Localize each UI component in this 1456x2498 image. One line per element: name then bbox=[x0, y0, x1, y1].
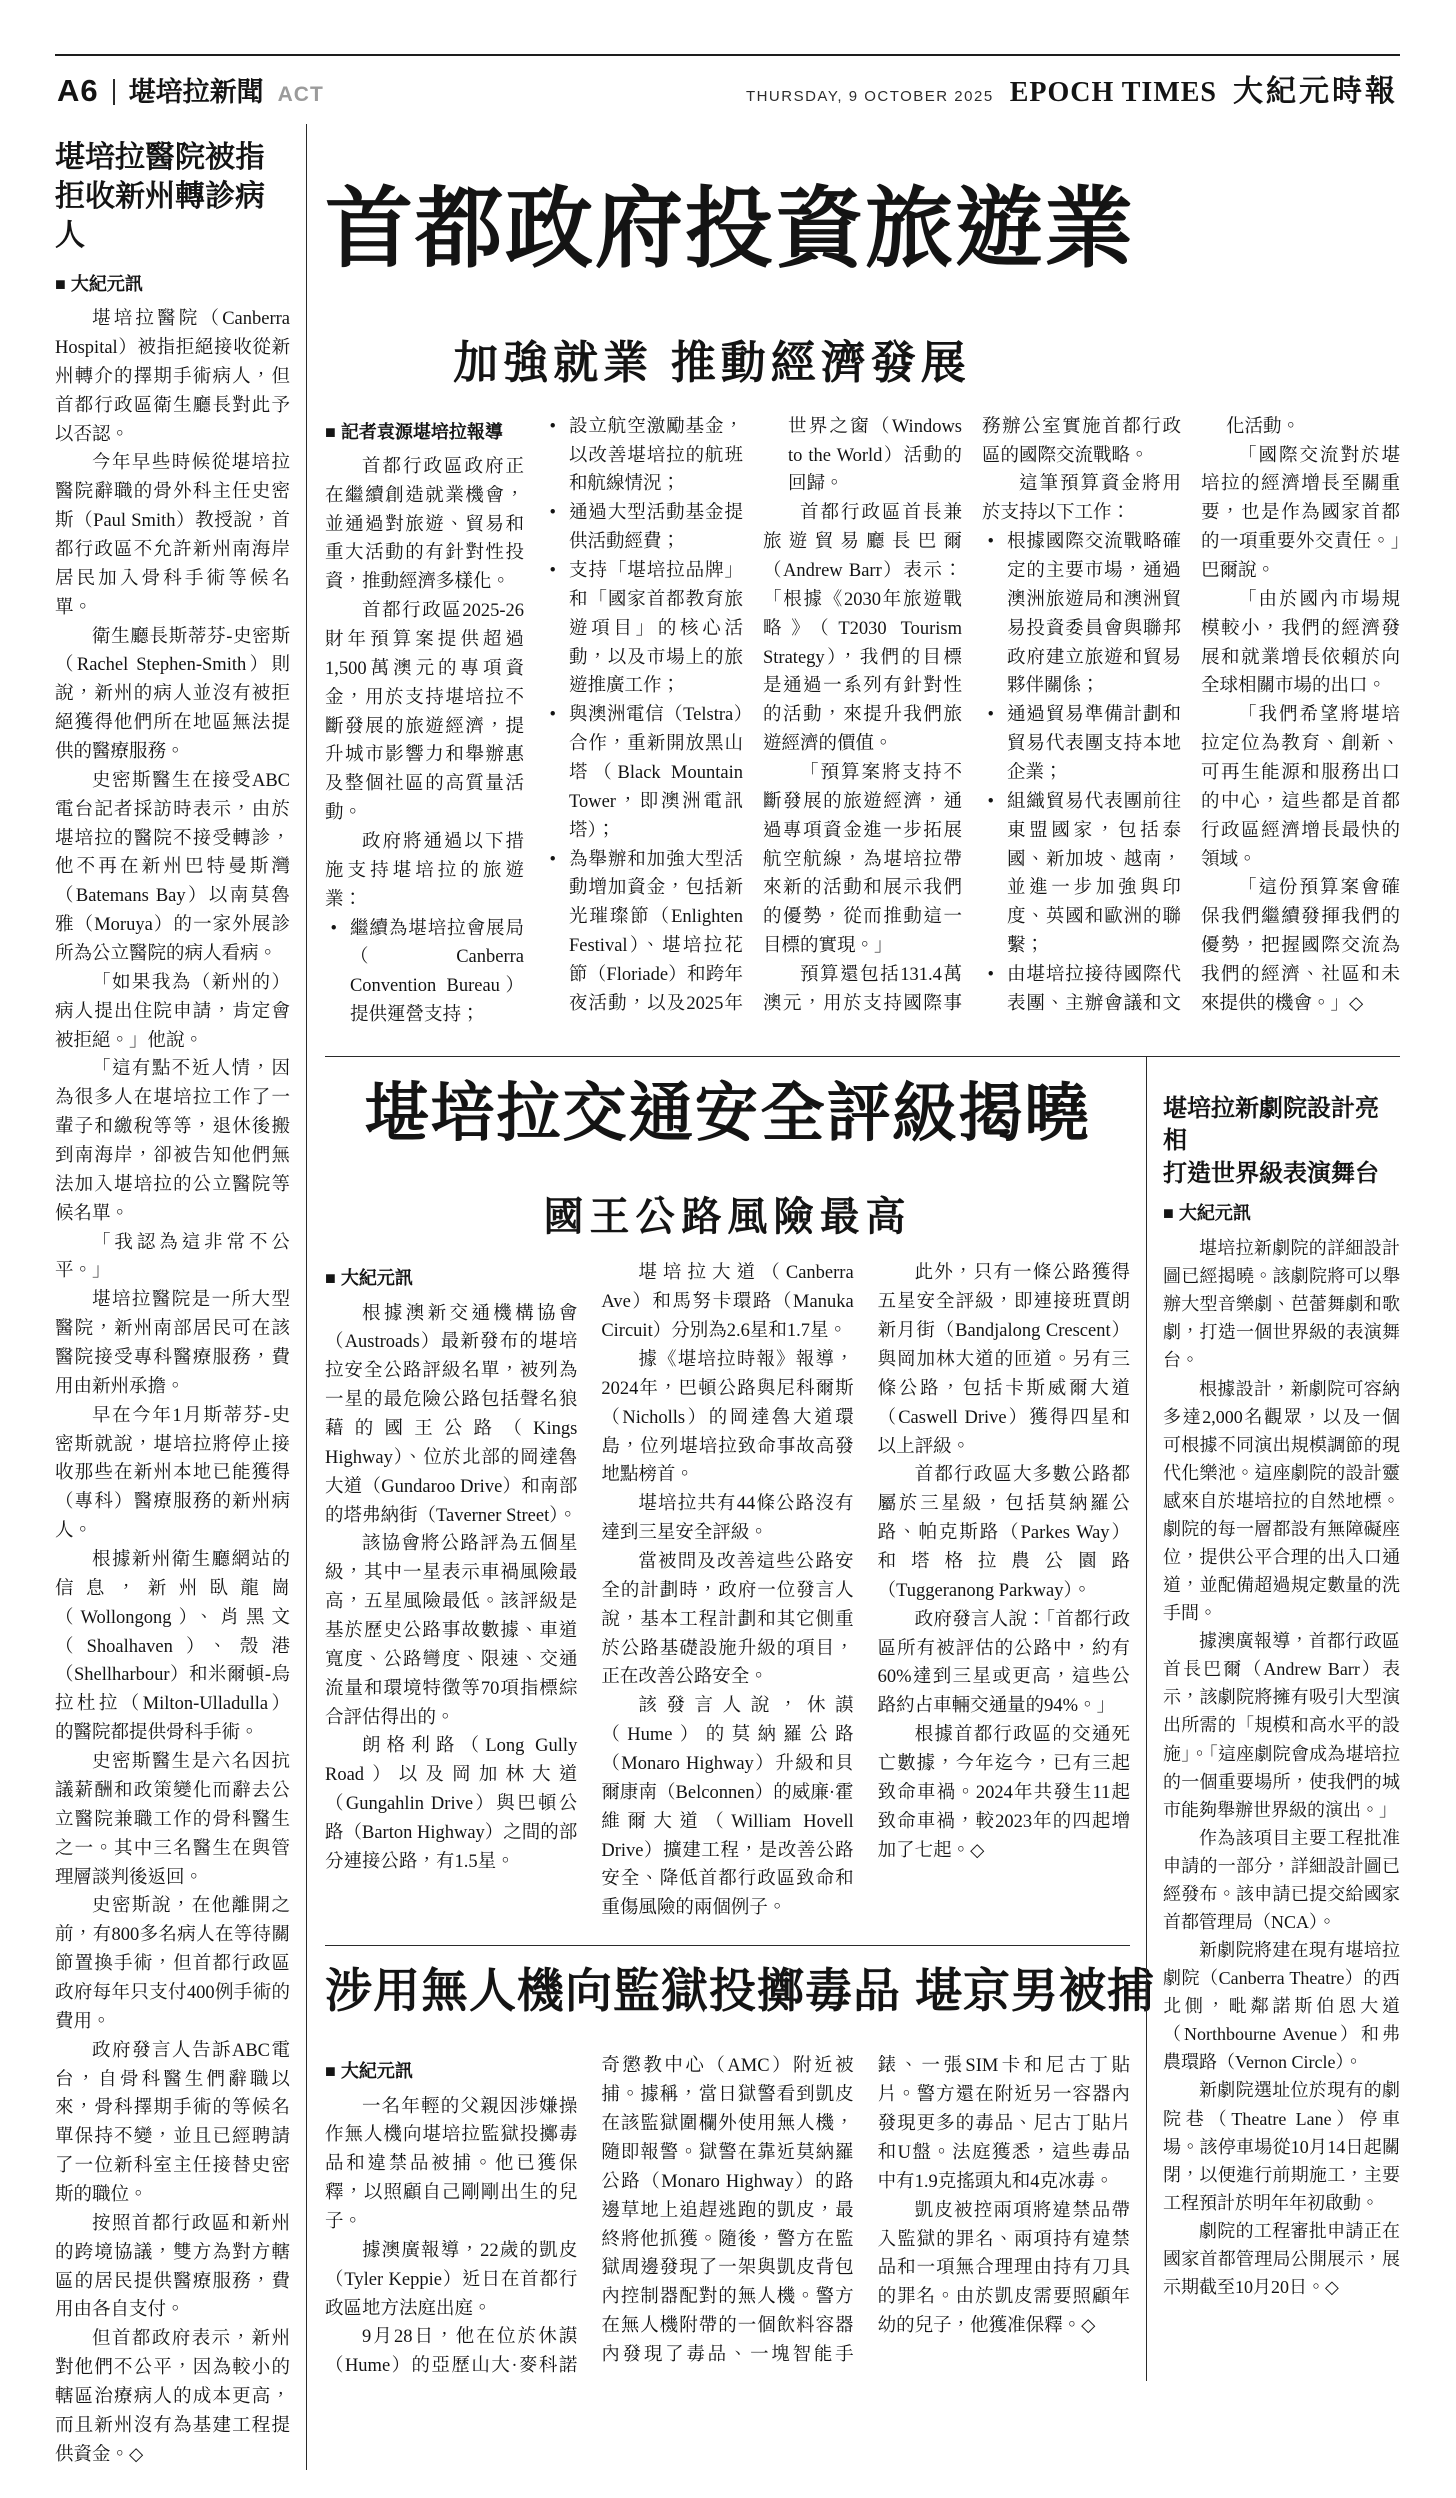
paragraph: 堪培拉醫院（Canberra Hospital）被指拒絕接收從新州轉介的擇期手術病人，但首都行政區衛生廳長對此予以否認。 bbox=[55, 309, 290, 445]
header-left bbox=[57, 70, 324, 109]
paragraph: 早在今年1月斯蒂芬-史密斯就說，堪培拉將停止接收那些在新州本地已能獲得（專科）醫療服務的新州病人。 bbox=[55, 1405, 290, 1542]
paragraph: 堪培拉共有44條公路沒有達到三星安全評級。 bbox=[601, 1494, 854, 1544]
paragraph: 「我認為這非常不公平。」 bbox=[55, 1232, 290, 1282]
paragraph: 政府發言人告訴ABC電台，自骨科醫生們辭職以來，骨科擇期手術的等候名單保持不變，並且已經聘請了一位新科室主任接替史密斯的職位。 bbox=[55, 2040, 290, 2205]
paragraph: 該協會將公路評為五個星級，其中一星表示車禍風險最高，五星風險最低。該評級是基於歷史公路事故數據、車道寬度、公路彎度、限速、交通流量和環境特徵等70項指標綜合評估得出的。 bbox=[325, 1534, 578, 1728]
paragraph: 政府將通過以下措施支持堪培拉的旅遊業： bbox=[325, 831, 524, 910]
article-traffic-headline: 堪培拉交通安全評級揭曉 bbox=[364, 1076, 1091, 1149]
article-hospital-byline: ■ 大紀元訊 bbox=[55, 274, 143, 294]
paragraph: 據《堪培拉時報》報導，2024年，巴頓公路與尼科爾斯（Nicholls）的岡達魯大道環島，位列堪培拉致命事故高發地點榜首。 bbox=[601, 1350, 854, 1486]
bullet-item: • 支持「堪培拉品牌」和「國家首都教育旅遊項目」的核心活動，以及市場上的旅遊推廣工作； bbox=[544, 557, 743, 701]
paragraph: 劇院的工程審批申請正在國家首都管理局公開展示，展示期截至10月20日。◇ bbox=[1163, 2220, 1400, 2298]
paragraph: 首都行政區政府正在繼續創造就業機會，並通過對旅遊、貿易和重大活動的有針對性投資，推動經濟多樣化。 bbox=[325, 456, 524, 593]
article-traffic-byline: ■ 大紀元訊 bbox=[325, 1268, 413, 1289]
paragraph: 根據首都行政區的交通死亡數據，今年迄今，已有三起致命車禍。2024年共發生11起致命車禍，較2023年的四起增加了七起。◇ bbox=[877, 1725, 1130, 1861]
paragraph: 一名年輕的父親因涉嫌操作無人機向堪培拉監獄投擲毒品和違禁品被捕。他已獲保釋，以照顧自己剛剛出生的兒子。 bbox=[325, 2096, 578, 2232]
article-tourism-subheadline: 加強就業 推動經濟發展 bbox=[453, 336, 971, 388]
article-traffic-paragraphs bbox=[325, 1259, 1130, 1923]
article-theatre-title bbox=[1163, 1093, 1400, 1190]
paragraph: 史密斯醫生是六名因抗議薪酬和政策變化而辭去公立醫院兼職工作的骨科醫生之一。其中三名醫生在與管理層談判後返回。 bbox=[55, 1752, 290, 1888]
paragraph: 政府發言人說：「首都行政區所有被評估的公路中，約有60%達到三星或更高，這些公路約占車輛交通量的94%。」 bbox=[877, 1609, 1130, 1717]
paragraph: 但首都政府表示，新州對他們不公平，因為較小的轄區治療病人的成本更高，而且新州沒有為基建工程提供資金。◇ bbox=[55, 2329, 290, 2465]
paragraph: 新劇院選址位於現有的劇院巷（Theatre Lane）停車場。該停車場從10月14日起關閉，以便進行前期施工，主要工程預計於明年年初啟動。 bbox=[1163, 2080, 1400, 2213]
page-header bbox=[55, 56, 1400, 116]
lower-row-left bbox=[325, 1057, 1156, 2381]
main-region bbox=[307, 124, 1400, 2470]
paragraph: 根據澳新交通機構協會（Austroads）最新發布的堪培拉安全公路評級名單，被列為一星的最危險公路包括聲名狼藉的國王公路（Kings Highway）、位於北部的岡達魯大道（Gundaroo Drive）和南部的塔弗納街（Taverner Street）。 bbox=[325, 1303, 578, 1526]
dateline: THURSDAY, 9 OCTOBER 2025 bbox=[745, 88, 994, 105]
article-tourism-byline: ■ 記者袁源堪培拉報導 bbox=[325, 421, 503, 442]
page-number: A6 bbox=[57, 73, 99, 108]
paragraph: 衛生廳長斯蒂芬-史密斯（Rachel Stephen-Smith）則說，新州的病人並沒有被拒絕獲得他們所在地區無法提供的醫療服務。 bbox=[55, 626, 290, 762]
article-tourism-paragraphs bbox=[325, 413, 1400, 1030]
bullet-item: • 由堪培拉接待國際代表團、主辦會議和文化活動。 bbox=[982, 413, 1400, 1030]
article-traffic-subheadline: 國王公路風險最高 bbox=[543, 1195, 912, 1240]
paragraph: 首都行政區2025-26財年預算案提供超過1,500萬澳元的專項資金，用於支持堪培拉不斷發展的旅遊經濟，提升城市影響力和舉辦惠及整個社區的高質量活動。 bbox=[325, 601, 524, 824]
bullet-item: • 為舉辦和加強大型活動增加資金，包括新光璀璨節（Enlighten Festival）、堪培拉花節（Floriade）和跨年夜活動，以及2025年世界之窗（Windows to the World）活動的回歸。 bbox=[544, 413, 962, 1030]
paragraph: 預算還包括131.4萬澳元，用於支持國際事務辦公室實施首都行政區的國際交流戰略。 bbox=[763, 416, 1181, 1014]
bullet-item: • 設立航空激勵基金，以改善堪培拉的航班和航線情況； bbox=[544, 413, 743, 500]
paragraph: 新劇院將建在現有堪培拉劇院（Canberra Theatre）的西北側，毗鄰諾斯伯恩大道（Northbourne Avenue）和弗農環路（Vernon Circle）。 bbox=[1163, 1940, 1400, 2073]
paragraph: 這筆預算資金將用於支持以下工作： bbox=[982, 474, 1181, 524]
lower-row bbox=[325, 1057, 1400, 2381]
article-hospital-title-line1: 堪培拉醫院被指 bbox=[55, 141, 265, 174]
section-title: 堪培拉新聞 bbox=[128, 77, 264, 107]
article-hospital-title-line2: 拒收新州轉診病人 bbox=[55, 180, 265, 252]
bullet-item: • 通過大型活動基金提供活動經費； bbox=[544, 499, 743, 557]
bullet-item: • 繼續為堪培拉會展局（Canberra Convention Bureau）提供運營支持； bbox=[325, 915, 524, 1030]
article-theatre-title-line2: 打造世界級表演舞台 bbox=[1163, 1159, 1379, 1187]
article-drone-paragraphs bbox=[325, 2052, 1130, 2381]
paragraph: 當被問及改善這些公路安全的計劃時，政府一位發言人說，基本工程計劃和其它側重於公路基礎設施升級的項目，正在改善公路安全。 bbox=[601, 1552, 854, 1688]
section-title-en: ACT bbox=[277, 83, 324, 106]
paragraph: 「預算案將支持不斷發展的旅遊經濟，通過專項資金進一步拓展航空航線，為堪培拉帶來新的活動和展示我們的優勢，從而推動這一目標的實現。」 bbox=[763, 763, 962, 957]
paragraph: 「這份預算案會確保我們繼續發揮我們的優勢，把握國際交流為我們的經濟、社區和未來提供的機會。」◇ bbox=[1201, 878, 1400, 1014]
paragraph: 此外，只有一條公路獲得五星安全評級，即連接班賈朗新月街（Bandjalong Crescent）與岡加林大道的匝道。另有三條公路，包括卡斯威爾大道（Caswell Drive）獲得四星和以上評級。 bbox=[877, 1263, 1130, 1457]
article-tourism-headline: 首都政府投資旅遊業 bbox=[325, 181, 1136, 279]
paragraph: 「如果我為（新州的）病人提出住院申請，肯定會被拒絕。」他說。 bbox=[55, 972, 290, 1051]
article-theatre-byline: ■ 大紀元訊 bbox=[1163, 1203, 1251, 1224]
paragraph: 「這有點不近人情，因為很多人在堪培拉工作了一輩子和繳稅等等，退休後搬到南海岸，卻被告知他們無法加入堪培拉的公立醫院等候名單。 bbox=[55, 1059, 290, 1224]
paragraph: 史密斯醫生在接受ABC電台記者採訪時表示，由於堪培拉的醫院不接受轉診，他不再在新州巴特曼斯灣（Batemans Bay）以南莫魯雅（Moruya）的一家外展診所為公立醫院的病人看病。 bbox=[55, 770, 290, 964]
bullet-item: • 與澳洲電信（Telstra）合作，重新開放黑山塔（Black Mountain Tower，即澳洲電訊塔）； bbox=[544, 701, 743, 845]
article-traffic-body bbox=[325, 1259, 1130, 1923]
paragraph: 該發言人說，休謨（Hume）的莫納羅公路（Monaro Highway）升級和貝爾康南（Belconnen）的威廉·霍維爾大道（William Hovell Drive）擴建工程，是改善公路安全、降低首都行政區致命和重傷風險的兩個例子。 bbox=[601, 1696, 854, 1919]
article-hospital-body bbox=[55, 305, 290, 2469]
paragraph: 史密斯說，在他離開之前，有800多名病人在等待關節置換手術，但首都行政區政府每年只支付400例手術的費用。 bbox=[55, 1896, 290, 2032]
bullet-item: • 根據國際交流戰略確定的主要市場，通過澳洲旅遊局和澳洲貿易投資委員會與聯邦政府建立旅遊和貿易夥伴關係； bbox=[982, 528, 1181, 701]
article-theatre-body bbox=[1163, 1234, 1400, 2301]
article-drone bbox=[325, 1962, 1156, 2381]
article-hospital bbox=[55, 124, 307, 2470]
paragraph: 首都行政區首長兼旅遊貿易廳長巴爾（Andrew Barr）表示：「根據《2030年旅遊戰略》（T2030 Tourism Strategy），我們的目標是通過一系列有針對性的活動，來提升我們旅遊經濟的價值。 bbox=[763, 503, 962, 755]
article-tourism-body bbox=[325, 413, 1400, 1030]
paragraph: 「由於國內市場規模較小，我們的經濟發展和就業增長依賴於向全球相關市場的出口。 bbox=[1201, 589, 1400, 697]
paragraph: 「我們希望將堪培拉定位為教育、創新、可再生能源和服務出口的中心，這些都是首都行政區經濟增長最快的領域。 bbox=[1201, 705, 1400, 870]
article-drone-headline: 涉用無人機向監獄投擲毒品 堪京男被捕 bbox=[325, 1964, 1156, 2018]
masthead-en: EPOCH TIMES bbox=[1009, 77, 1217, 108]
paragraph: 首都行政區大多數公路都屬於三星級，包括莫納羅公路、帕克斯路（Parkes Way）和塔格拉農公園路（Tuggeranong Parkway）。 bbox=[877, 1465, 1130, 1601]
paragraph: 「國際交流對於堪培拉的經濟增長至關重要，也是作為國家首都的一項重要外交責任。」巴爾說。 bbox=[1201, 445, 1400, 581]
paragraph: 據澳廣報導，22歲的凱皮（Tyler Keppie）近日在首都行政區地方法庭出庭。 bbox=[325, 2240, 578, 2319]
bullet-item: • 組織貿易代表團前往東盟國家，包括泰國、新加坡、越南，並進一步加強與印度、英國和歐洲的聯繫； bbox=[982, 788, 1181, 961]
article-theatre bbox=[1146, 1057, 1400, 2381]
header-divider-bar bbox=[113, 79, 115, 105]
bullet-item: • 通過貿易準備計劃和貿易代表團支持本地企業； bbox=[982, 701, 1181, 788]
article-tourism-head bbox=[325, 181, 1136, 389]
paragraph: 據澳廣報導，首都行政區首長巴爾（Andrew Barr）表示，該劇院將擁有吸引大型演出所需的「規模和高水平的設施」。「這座劇院會成為堪培拉的一個重要場所，使我們的城市能夠舉辦世界級的演出。」 bbox=[1163, 1631, 1400, 1820]
paragraph: 堪培拉醫院是一所大型醫院，新州南部居民可在該醫院接受專科醫療服務，費用由新州承擔。 bbox=[55, 1290, 290, 1397]
paragraph: 9月28日，他在位於休謨（Hume）的亞歷山大·麥科諾奇懲教中心（AMC）附近被捕。據稱，當日獄警看到凱皮在該監獄圍欄外使用無人機，隨即報警。獄警在靠近莫納羅公路（Monaro Highway）的路邊草地上追趕逃跑的凱皮，最終將他抓獲。隨後，警方在監獄周邊發現了一架與凱皮背包內控制器配對的無人機。警方在無人機附帶的一個飲料容器內發現了毒品、一塊智能手錶、一張SIM卡和尼古丁貼片。警方還在附近另一容器內發現更多的毒品、尼古丁貼片和U盤。法庭獲悉，這些毒品中有1.9克搖頭丸和4克冰毒。 bbox=[325, 2056, 1130, 2377]
article-theatre-title-line1: 堪培拉新劇院設計亮相 bbox=[1163, 1094, 1379, 1155]
paragraph: 凱皮被控兩項將違禁品帶入監獄的罪名、兩項持有違禁品和一項無合理理由持有刀具的罪名。由於凱皮需要照顧年幼的兒子，他獲准保釋。◇ bbox=[877, 2200, 1130, 2337]
paragraph: 根據新州衛生廳網站的信息，新州臥龍崗（Wollongong）、肖黑文（Shoalhaven）、殼港（Shellharbour）和米爾頓-烏拉杜拉（Milton-Ulladulla）的醫院都提供骨科手術。 bbox=[55, 1550, 290, 1744]
paragraph: 堪培拉新劇院的詳細設計圖已經揭曉。該劇院將可以舉辦大型音樂劇、芭蕾舞劇和歌劇，打造一個世界級的表演舞台。 bbox=[1163, 1238, 1400, 1371]
paragraph: 根據設計，新劇院可容納多達2,000名觀眾，以及一個可根據不同演出規模調節的現代化樂池。這座劇院的設計靈感來自於堪培拉的自然地標。劇院的每一層都設有無障礙座位，提供公平合理的出入口通道，並配備超過規定數量的洗手間。 bbox=[1163, 1378, 1400, 1624]
article-traffic bbox=[325, 1077, 1130, 1923]
masthead-zh: 大紀元時報 bbox=[1233, 75, 1398, 108]
header-right bbox=[746, 66, 1398, 110]
paragraph: 朗格利路（Long Gully Road）以及岡加林大道（Gungahlin Drive）與巴頓公路（Barton Highway）之間的部分連接公路，有1.5星。 bbox=[325, 1736, 578, 1872]
article-hospital-title bbox=[55, 138, 290, 255]
divider-above-drone bbox=[325, 1945, 1130, 1946]
page-content bbox=[55, 124, 1400, 2470]
article-drone-byline: ■ 大紀元訊 bbox=[325, 2061, 413, 2082]
article-tourism bbox=[325, 183, 1400, 1030]
paragraph: 堪培拉大道（Canberra Ave）和馬努卡環路（Manuka Circuit）分別為2.6星和1.7星。 bbox=[601, 1263, 854, 1342]
paragraph: 作為該項目主要工程批准申請的一部分，詳細設計圖已經發布。該申請已提交給國家首都管理局（NCA）。 bbox=[1163, 1827, 1400, 1933]
article-drone-body bbox=[325, 2052, 1130, 2381]
paragraph: 按照首都行政區和新州的跨境協議，雙方為對方轄區的居民提供醫療服務，費用由各自支付。 bbox=[55, 2213, 290, 2321]
paragraph: 今年早些時候從堪培拉醫院辭職的骨外科主任史密斯（Paul Smith）教授說，首都行政區不允許新州南海岸居民加入骨科手術等候名單。 bbox=[55, 453, 290, 618]
